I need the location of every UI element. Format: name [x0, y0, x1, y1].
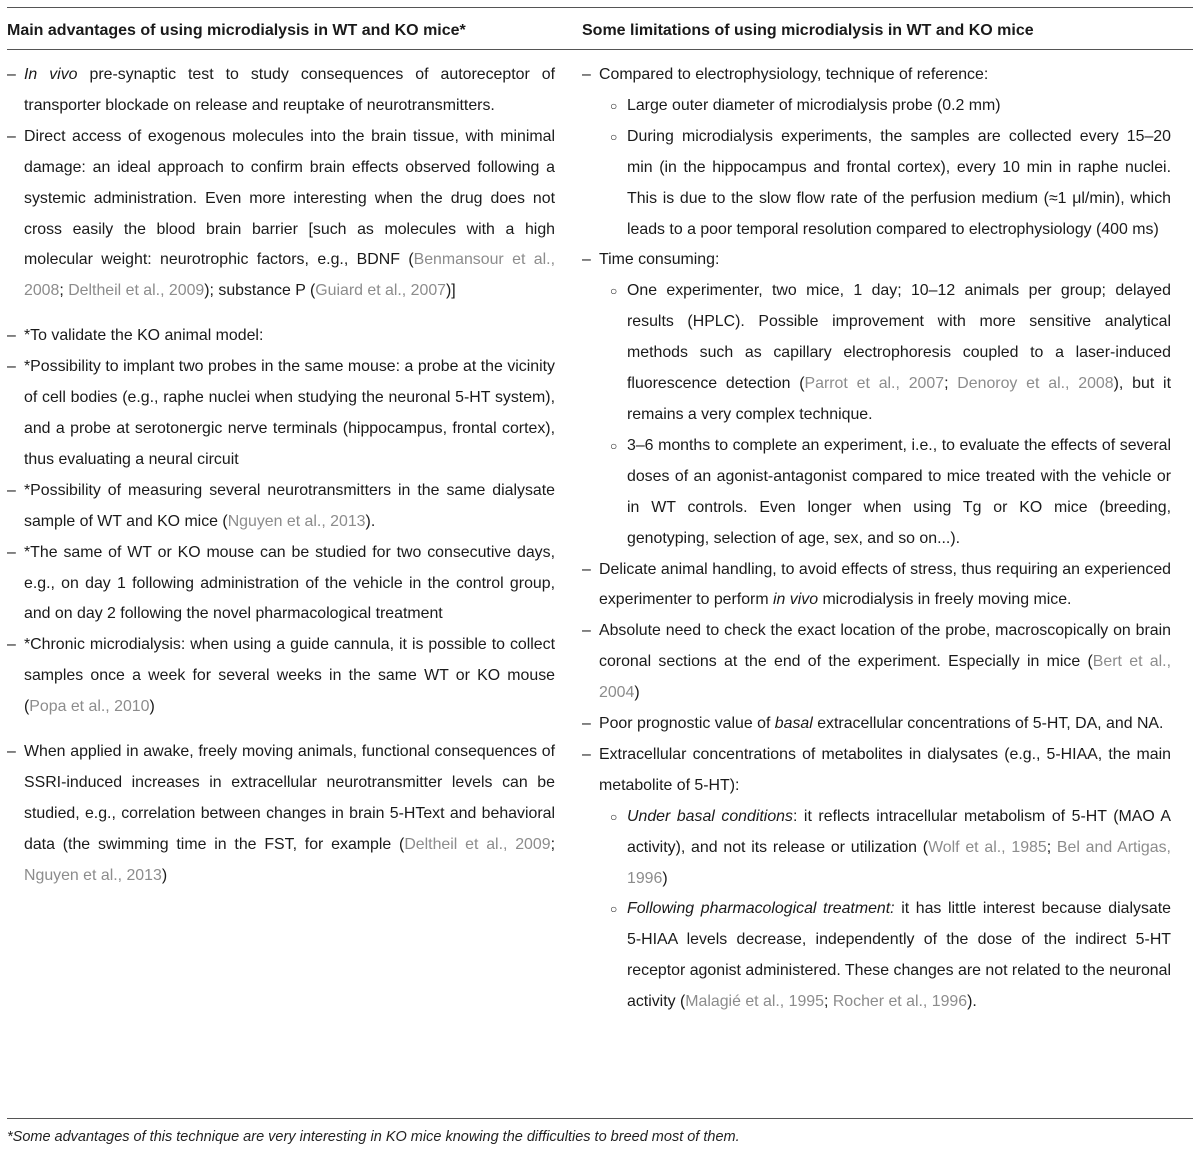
advantage-item: – *Chronic microdialysis: when using a guide cannula, it is possible to collect samples once a week for several weeks in the same WT or KO mouse (Popa et al., 2010) — [7, 636, 555, 716]
top-rule — [7, 7, 1193, 8]
limitation-subitem: ○ Following pharmacological treatment: it has little interest because dialysate 5-HIAA levels decrease, independently of the dose of the indirect 5-HT receptor agonist administered. These changes are not related to the neuronal activity (Malagié et al., 1995; Rocher et al., 1996). — [610, 900, 1171, 1011]
table-footnote: *Some advantages of this technique are very interesting in KO mice knowing the difficulties to breed most of them. — [7, 1129, 740, 1145]
header-advantages: Main advantages of using microdialysis in WT and KO mice* — [7, 22, 466, 39]
citation-link[interactable]: Deltheil et al., 2009 — [404, 835, 551, 853]
advantage-item: – *To validate the KO animal model: — [7, 327, 264, 345]
advantage-item: – Direct access of exogenous molecules into the brain tissue, with minimal damage: an ideal approach to confirm brain effects observed following a systemic administration. Even more interesting when the drug does not cross easily the blood brain barrier [such as molecules with a high molecular weight: neurotrophic factors, e.g., BDNF (Benmansour et al., 2008; Deltheil et al., 2009); substance P (Guiard et al., 2007)] — [7, 127, 555, 300]
limitation-subitem: ○ One experimenter, two mice, 1 day; 10–12 animals per group; delayed results (HPLC). Possible improvement with more sensitive analytical methods such as capillary electrophoresis coupled to a laser-induced fluorescence detection (Parrot et al., 2007; Denoroy et al., 2008), but it remains a very complex technique. — [610, 282, 1172, 423]
advantage-item: – *Possibility of measuring several neurotransmitters in the same dialysate sample of WT and KO mice (Nguyen et al., 2013). — [7, 481, 555, 530]
citation-link[interactable]: Bel and Artigas, 1996 — [627, 838, 1171, 887]
limitation-subitem: ○ Large outer diameter of microdialysis probe (0.2 mm) — [610, 96, 1001, 114]
citation-link[interactable]: Nguyen et al., 2013 — [227, 512, 366, 530]
limitation-item: – Absolute need to check the exact location of the probe, macroscopically on brain coronal sections at the end of the experiment. Especially in mice (Bert et al., 2004) — [582, 622, 1171, 702]
citation-link[interactable]: Malagié et al., 1995 — [685, 993, 824, 1011]
limitation-item: – Extracellular concentrations of metabolites in dialysates (e.g., 5-HIAA, the main metabolite of 5-HT): — [582, 745, 1171, 794]
limitation-subitem: ○ Under basal conditions: it reflects intracellular metabolism of 5-HT (MAO A activity), and not its release or utilization (Wolf et al., 1985; Bel and Artigas, 1996) — [610, 807, 1171, 887]
header-rule — [7, 49, 1193, 50]
advantage-item: – When applied in awake, freely moving animals, functional consequences of SSRI-induced increases in extracellular neurotransmitter levels can be studied, e.g., correlation between changes in brain 5-HText and behavioral data (the swimming time in the FST, for example (Deltheil et al., 2009; Nguyen et al., 2013) — [7, 743, 555, 884]
limitation-subitem: ○ 3–6 months to complete an experiment, i.e., to evaluate the effects of several doses of an agonist-antagonist compared to mice treated with the vehicle or in WT controls. Even longer when using Tg or KO mice (breeding, genotyping, selection of age, sex, and so on...). — [610, 436, 1171, 547]
citation-link[interactable]: Denoroy et al., 2008 — [957, 375, 1114, 393]
bottom-rule — [7, 1118, 1193, 1119]
limitation-item: – Time consuming: — [582, 251, 720, 269]
citation-link[interactable]: Wolf et al., 1985 — [928, 838, 1047, 856]
citation-link[interactable]: Benmansour et al., 2008 — [24, 251, 555, 300]
limitation-item: – Compared to electrophysiology, technique of reference: — [582, 66, 989, 83]
advantage-item: – In vivo pre-synaptic test to study consequences of autoreceptor of transporter blockade on release and reuptake of neurotransmitters. — [7, 66, 555, 114]
citation-link[interactable]: Nguyen et al., 2013 — [24, 866, 162, 884]
limitation-subitem: ○ During microdialysis experiments, the samples are collected every 15–20 min (in the hippocampus and frontal cortex), every 10 min in raphe nuclei. This is due to the slow flow rate of the perfusion medium (≈1 μl/min), which leads to a poor temporal resolution compared to electrophysiology (400 ms) — [610, 127, 1171, 238]
citation-link[interactable]: Guiard et al., 2007 — [315, 282, 446, 300]
advantages-column — [7, 60, 555, 892]
limitations-column — [582, 60, 1171, 1018]
citation-link[interactable]: Rocher et al., 1996 — [832, 993, 968, 1011]
limitation-item: – Delicate animal handling, to avoid effects of stress, thus requiring an experienced experimenter to perform in vivo microdialysis in freely moving mice. — [582, 560, 1171, 609]
citation-link[interactable]: Parrot et al., 2007 — [804, 375, 945, 393]
advantage-item: – *Possibility to implant two probes in the same mouse: a probe at the vicinity of cell bodies (e.g., raphe nuclei when studying the neuronal 5-HT system), and a probe at serotonergic nerve terminals (hippocampus, frontal cortex), thus evaluating a neural circuit — [7, 358, 555, 468]
citation-link[interactable]: Popa et al., 2010 — [29, 698, 150, 716]
citation-link[interactable]: Deltheil et al., 2009 — [68, 282, 205, 300]
advantage-item: – *The same of WT or KO mouse can be studied for two consecutive days, e.g., on day 1 following administration of the vehicle in the control group, and on day 2 following the novel pharmacological treatment — [7, 543, 555, 623]
header-limitations: Some limitations of using microdialysis in WT and KO mice — [582, 22, 1034, 39]
citation-link[interactable]: Bert et al., 2004 — [599, 653, 1171, 702]
limitation-item: – Poor prognostic value of basal extracellular concentrations of 5-HT, DA, and NA. — [582, 715, 1164, 733]
